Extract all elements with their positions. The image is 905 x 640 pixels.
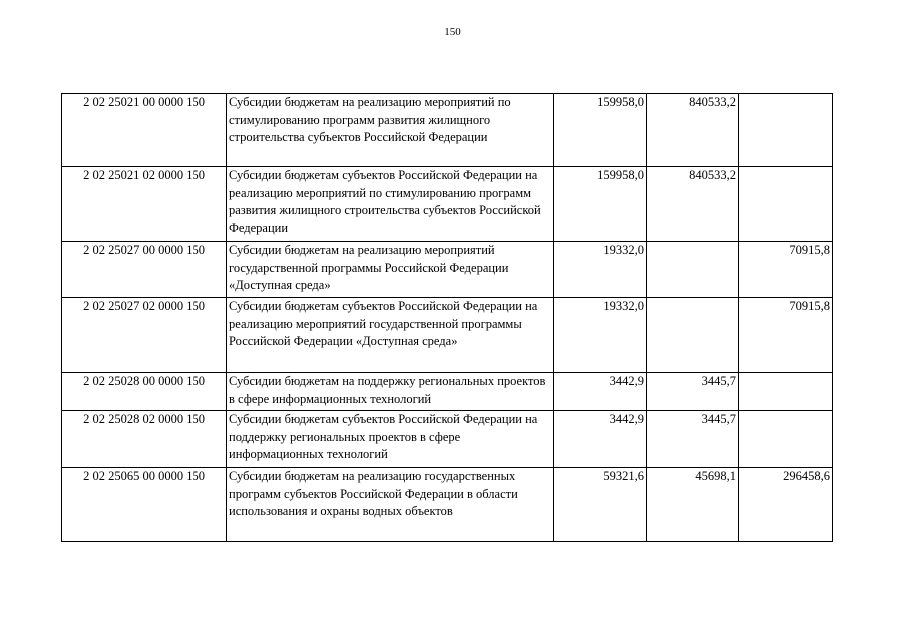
value-cell-2: 840533,2 [647,167,739,242]
budget-code-cell: 2 02 25028 00 0000 150 [62,373,227,411]
budget-code-cell: 2 02 25027 00 0000 150 [62,242,227,298]
table-row [62,373,833,411]
table-row [62,242,833,298]
value-cell-2: 45698,1 [647,468,739,542]
value-cell-1: 19332,0 [554,242,647,298]
description-cell: Субсидии бюджетам на реализацию мероприятий по стимулированию программ развития жилищного строительства субъектов Российской Федерации [227,94,554,167]
description-cell: Субсидии бюджетам субъектов Российской Федерации на реализацию мероприятий по стимулированию программ развития жилищного строительства субъектов Российской Федерации [227,167,554,242]
value-cell-2 [647,298,739,373]
value-cell-1: 19332,0 [554,298,647,373]
table-row [62,167,833,242]
budget-table [61,93,833,542]
description-cell: Субсидии бюджетам на реализацию государственных программ субъектов Российской Федерации в области использования и охраны водных объектов [227,468,554,542]
table-row [62,468,833,542]
table-row [62,411,833,468]
budget-code-cell: 2 02 25021 00 0000 150 [62,94,227,167]
page-number: 150 [444,26,461,38]
budget-code-cell: 2 02 25021 02 0000 150 [62,167,227,242]
value-cell-1: 3442,9 [554,373,647,411]
value-cell-3: 70915,8 [739,242,833,298]
description-cell: Субсидии бюджетам субъектов Российской Федерации на реализацию мероприятий государственной программы Российской Федерации «Доступная среда» [227,298,554,373]
value-cell-3: 70915,8 [739,298,833,373]
table-row [62,94,833,167]
value-cell-3 [739,411,833,468]
value-cell-2: 3445,7 [647,411,739,468]
value-cell-3 [739,373,833,411]
value-cell-2 [647,242,739,298]
value-cell-1: 159958,0 [554,94,647,167]
value-cell-1: 3442,9 [554,411,647,468]
budget-code-cell: 2 02 25027 02 0000 150 [62,298,227,373]
description-cell: Субсидии бюджетам субъектов Российской Федерации на поддержку региональных проектов в сфере информационных технологий [227,411,554,468]
value-cell-1: 159958,0 [554,167,647,242]
budget-code-cell: 2 02 25028 02 0000 150 [62,411,227,468]
value-cell-2: 3445,7 [647,373,739,411]
value-cell-3: 296458,6 [739,468,833,542]
description-cell: Субсидии бюджетам на поддержку региональных проектов в сфере информационных технологий [227,373,554,411]
budget-code-cell: 2 02 25065 00 0000 150 [62,468,227,542]
table-row [62,298,833,373]
value-cell-2: 840533,2 [647,94,739,167]
value-cell-3 [739,167,833,242]
value-cell-3 [739,94,833,167]
value-cell-1: 59321,6 [554,468,647,542]
description-cell: Субсидии бюджетам на реализацию мероприятий государственной программы Российской Федерации «Доступная среда» [227,242,554,298]
